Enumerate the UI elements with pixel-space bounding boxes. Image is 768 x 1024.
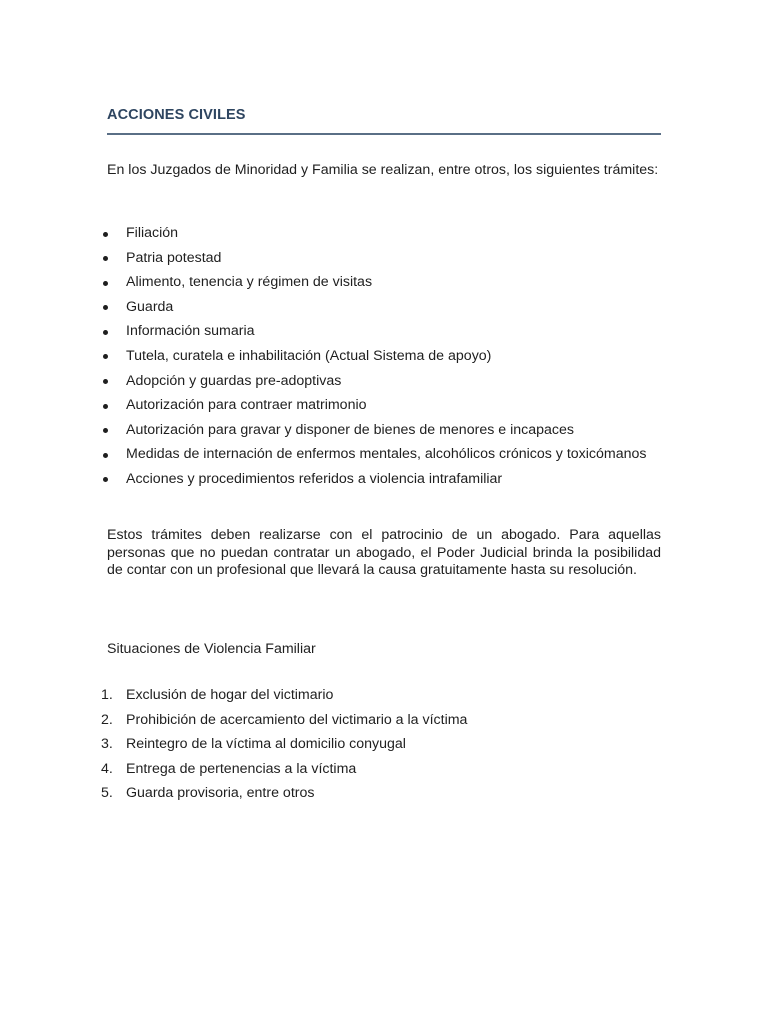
list-item-text: Alimento, tenencia y régimen de visitas — [126, 274, 373, 291]
list-item-text: Guarda — [126, 298, 174, 315]
list-item-text: Información sumaria — [126, 323, 255, 340]
procedures-list — [107, 221, 661, 492]
list-item-text: Autorización para contraer matrimonio — [126, 397, 367, 414]
violence-measures-list — [101, 683, 661, 806]
bullet-icon — [103, 281, 108, 286]
numbered-item — [101, 683, 661, 708]
bullet-icon — [103, 453, 108, 458]
list-item-text: Adopción y guardas pre-adoptivas — [126, 372, 342, 389]
item-number: 4. — [101, 760, 113, 777]
list-item-text: Medidas de internación de enfermos mentales, alcohólicos crónicos y toxicómanos — [126, 446, 647, 463]
item-number: 2. — [101, 711, 113, 728]
intro-text: En los Juzgados de Minoridad y Familia se realizan, entre otros, los siguientes trámites: — [107, 162, 659, 178]
list-item-text: Patria potestad — [126, 249, 222, 266]
list-item — [107, 442, 661, 467]
bullet-icon — [103, 330, 108, 335]
list-item — [107, 418, 661, 443]
bullet-icon — [103, 256, 108, 261]
list-item — [107, 393, 661, 418]
list-item-text: Autorización para gravar y disponer de bienes de menores e incapaces — [126, 421, 574, 438]
list-item — [107, 246, 661, 271]
list-item — [107, 295, 661, 320]
numbered-item — [101, 781, 661, 806]
list-item — [107, 369, 661, 394]
numbered-item — [101, 757, 661, 782]
heading-divider — [107, 133, 661, 135]
list-item — [107, 270, 661, 295]
list-item — [107, 467, 661, 492]
bullet-icon — [103, 232, 108, 237]
numbered-item-text: Exclusión de hogar del victimario — [126, 687, 334, 703]
numbered-item — [101, 732, 661, 757]
numbered-item-text: Reintegro de la víctima al domicilio conyugal — [126, 736, 406, 753]
list-item-text: Filiación — [126, 225, 179, 241]
bullet-icon — [103, 428, 108, 433]
list-item-text: Tutela, curatela e inhabilitación (Actual Sistema de apoyo) — [126, 347, 492, 364]
section-heading: ACCIONES CIVILES — [107, 107, 246, 123]
numbered-item-text: Prohibición de acercamiento del victimario a la víctima — [126, 711, 468, 728]
subsection-title: Situaciones de Violencia Familiar — [107, 641, 316, 657]
item-number: 1. — [101, 687, 113, 703]
list-item — [107, 221, 661, 246]
numbered-item-text: Guarda provisoria, entre otros — [126, 785, 315, 802]
bullet-icon — [103, 404, 108, 409]
list-item-text: Acciones y procedimientos referidos a violencia intrafamiliar — [126, 470, 503, 487]
numbered-item — [101, 708, 661, 733]
numbered-item-text: Entrega de pertenencias a la víctima — [126, 760, 357, 777]
bullet-icon — [103, 379, 108, 384]
bullet-icon — [103, 354, 108, 359]
bullet-icon — [103, 477, 108, 482]
body-paragraph: Estos trámites deben realizarse con el patrocinio de un abogado. Para aquellas personas que no puedan contratar un abogado, el Poder Judicial brinda la posibilidad de contar con un profesional que llevará la causa gratuitamente hasta su resolución. — [107, 527, 661, 579]
list-item — [107, 319, 661, 344]
bullet-icon — [103, 305, 108, 310]
list-item — [107, 344, 661, 369]
item-number: 5. — [101, 785, 113, 802]
item-number: 3. — [101, 736, 113, 753]
